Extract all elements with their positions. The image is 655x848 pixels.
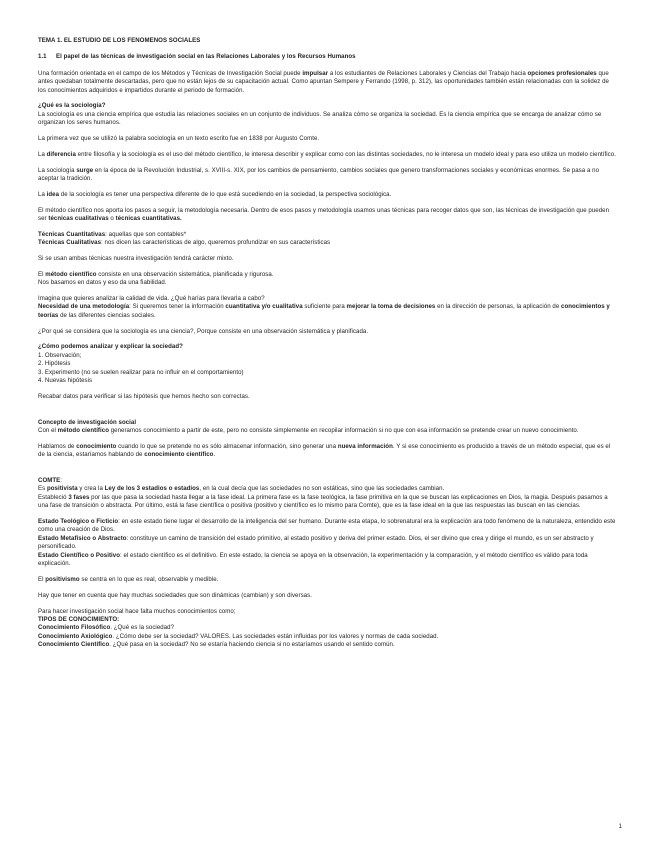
sociologia-title: ¿Qué es la sociología?	[38, 102, 106, 110]
comte-paragraph: COMTE: Es positivista y crea la Ley de los 3 estadios o estadios, en la cual decía que las sociedades no son estáticas, sino que las sociedades cambian. Estableció 3 fases por las que pasa la sociedad hasta llegar a la fase ideal. La primera fase es la fase teológica, la fase primitiva en la que se buscan las explicaciones en Dios, la magia. Después pasamos a una fase de transición o abstracta. Por último, está la fase científica o positiva (positivo y científico es lo mismo para Comte), que es la fase ideal en la que las respuestas las buscan en las ciencias.	[38, 477, 608, 510]
tipos-conocimiento: Para hacer investigación social hace falta muchos conocimientos como; TIPOS DE CONOCIMIENTO: Conocimiento Filosófico. ¿Qué es la sociedad? Conocimiento Axiológico. ¿Cómo debe ser la sociedad? VALORES. Las sociedades están influidas por los valores y normas de cada sociedad. Conocimiento Científico. ¿Qué pasa en la sociedad? No se estaría haciendo ciencia si no estaríamos usando el sentido común.	[38, 607, 439, 649]
intro-paragraph: Una formación orientada en el campo de los Métodos y Técnicas de Investigación Social puede impulsar a los estudiantes de Relaciones Laborales y Ciencias del Trabajo hacia opciones profesionales que antes quedaban totalmente descartadas, pero que no están lejos de su capacitación actual. Como apuntan Sempere y Ferrando (1998, p. 312), las oportunidades también están relacionadas con la solidez de los conocimientos adquiridos e impartidos durante el periodo de formación.	[38, 69, 609, 94]
porque-paragraph: ¿Por qué se considera que la sociología es una ciencia?, Porque consiste en una observación sistemática y planificada.	[38, 327, 369, 335]
tecnicas-definitions: Técnicas Cuantitativas: aquellas que son contables* Técnicas Cualitativas: nos dicen las características de algo, queremos profundizar en sus características	[38, 230, 331, 247]
metodo-cientifico-paragraph: El método científico consiste en una observación sistemática, planificada y rigurosa. Nos basamos en datos y eso da una fiabilidad.	[38, 270, 274, 287]
concepto-title: Concepto de investigación social	[38, 418, 137, 426]
section-heading	[38, 53, 618, 61]
tipos-title: TIPOS DE CONOCIMIENTO:	[38, 615, 120, 623]
conocimiento-paragraph: Hablamos de conocimiento cuando lo que se pretende no es sólo almacenar información, sino generar una nueva información. Y si ese conocimiento es producido a través de un método especial, que es el de la ciencia, estaríamos hablando de conocimiento científico.	[38, 442, 611, 459]
sociologia-first-use: La primera vez que se utilizó la palabra sociología en un texto escrito fue en 1838 por Augusto Comte.	[38, 135, 320, 143]
section-number: 1.1	[38, 52, 47, 60]
document-title: TEMA 1. EL ESTUDIO DE LOS FENOMENOS SOCIALES	[38, 37, 201, 44]
section-title: El papel de las técnicas de investigación social en las Relaciones Laborales y los Recursos Humanos	[56, 52, 356, 60]
concepto-paragraph: Concepto de investigación social Con el método científico generamos conocimiento a partir de este, pero no consiste simplemente en recopilar información si no que con esa información se pretende crear un nuevo conocimiento.	[38, 418, 579, 435]
comte-title: COMTE	[38, 477, 61, 485]
document-body	[38, 37, 618, 657]
mixto-paragraph: Si se usan ambas técnicas nuestra investigación tendrá carácter mixto.	[38, 255, 234, 263]
positivismo-paragraph: El positivismo se centra en lo que es real, observable y medible.	[38, 575, 219, 583]
dinamicas-paragraph: Hay que tener en cuenta que hay muchas sociedades que son dinámicas (cambian) y son diversas.	[38, 591, 312, 599]
list-item: 2. Hipótesis	[38, 360, 71, 368]
estados-paragraph: Estado Teológico o Ficticio: en este estado tiene lugar el desarrollo de la inteligencia del ser humano. Durante esta etapa, lo sobrenatural era la explicación ara todo fenómeno de la naturaleza, entendido este como una creación de Dios. Estado Metafísico o Abstracto: constituye un camino de transición del estado primitivo, al estado positivo y deriva del primer estado. Dios, el ser divino que crea y dirige el mundo, es un ser abstracto y personificado. Estado Científico o Positivo: el estado científico es el definitivo. En este estado, la ciencia se apoya en la observación, la experimentación y la comparación, y el método científico es válido para toda explicación.	[38, 518, 616, 568]
analizar-title: ¿Cómo podemos analizar y explicar la sociedad?	[38, 343, 183, 351]
recabar-paragraph: Recabar datos para verificar si las hipótesis que hemos hecho son correctas.	[38, 392, 250, 400]
diferencia-paragraph: La diferencia entre filosofía y la sociología es el uso del método científico, le interesa describir y explicar como con las distintas sociedades, no le interesa un modelo ideal y para eso utiliza un modelo científico.	[38, 150, 616, 158]
sociologia-definition: ¿Qué es la sociología? La sociología es una ciencia empírica que estudia las relaciones sociales en un conjunto de individuos. Se analiza cómo se organiza la sociedad. Es la ciencia empírica que se encarga de analizar cómo se organizan los seres humanos.	[38, 102, 602, 127]
surge-paragraph: La sociología surge en la época de la Revolución Industrial, s. XVIII-s. XIX, por los cambios de pensamiento, cambios sociales que genero transformaciones sociales y económicas enormes. Se pasa a no aceptar la tradición.	[38, 166, 600, 183]
analizar-list	[38, 343, 618, 385]
metodo-paragraph: El método científico nos aporta los pasos a seguir, la metodología necesaria. Dentro de esos pasos y metodología usamos unas técnicas para recoger datos que son, las técnicas de investigación que pueden ser técnicas cualitativas o técnicas cuantitativas.	[38, 206, 610, 223]
list-item: 3. Experimento (no se suelen realizar para no influir en el comportamiento)	[38, 368, 244, 376]
page-number: 1	[618, 823, 622, 830]
list-item: 4. Nuevas hipótesis	[38, 377, 93, 385]
list-item: 1. Observación;	[38, 351, 82, 359]
imagina-paragraph: Imagina que quieres analizar la calidad de vida. ¿Qué harías para llevarla a cabo? Necesidad de una metodología: Si queremos tener la información cuantitativa y/o cualitativa suficiente para mejorar la toma de decisiones en la dirección de personas, la aplicación de conocimientos y teorías de las diferentes ciencias sociales.	[38, 295, 610, 319]
idea-paragraph: La idea de la sociología es tener una perspectiva diferente de lo que está sucediendo en la sociedad, la perspectiva sociológica.	[38, 190, 392, 198]
